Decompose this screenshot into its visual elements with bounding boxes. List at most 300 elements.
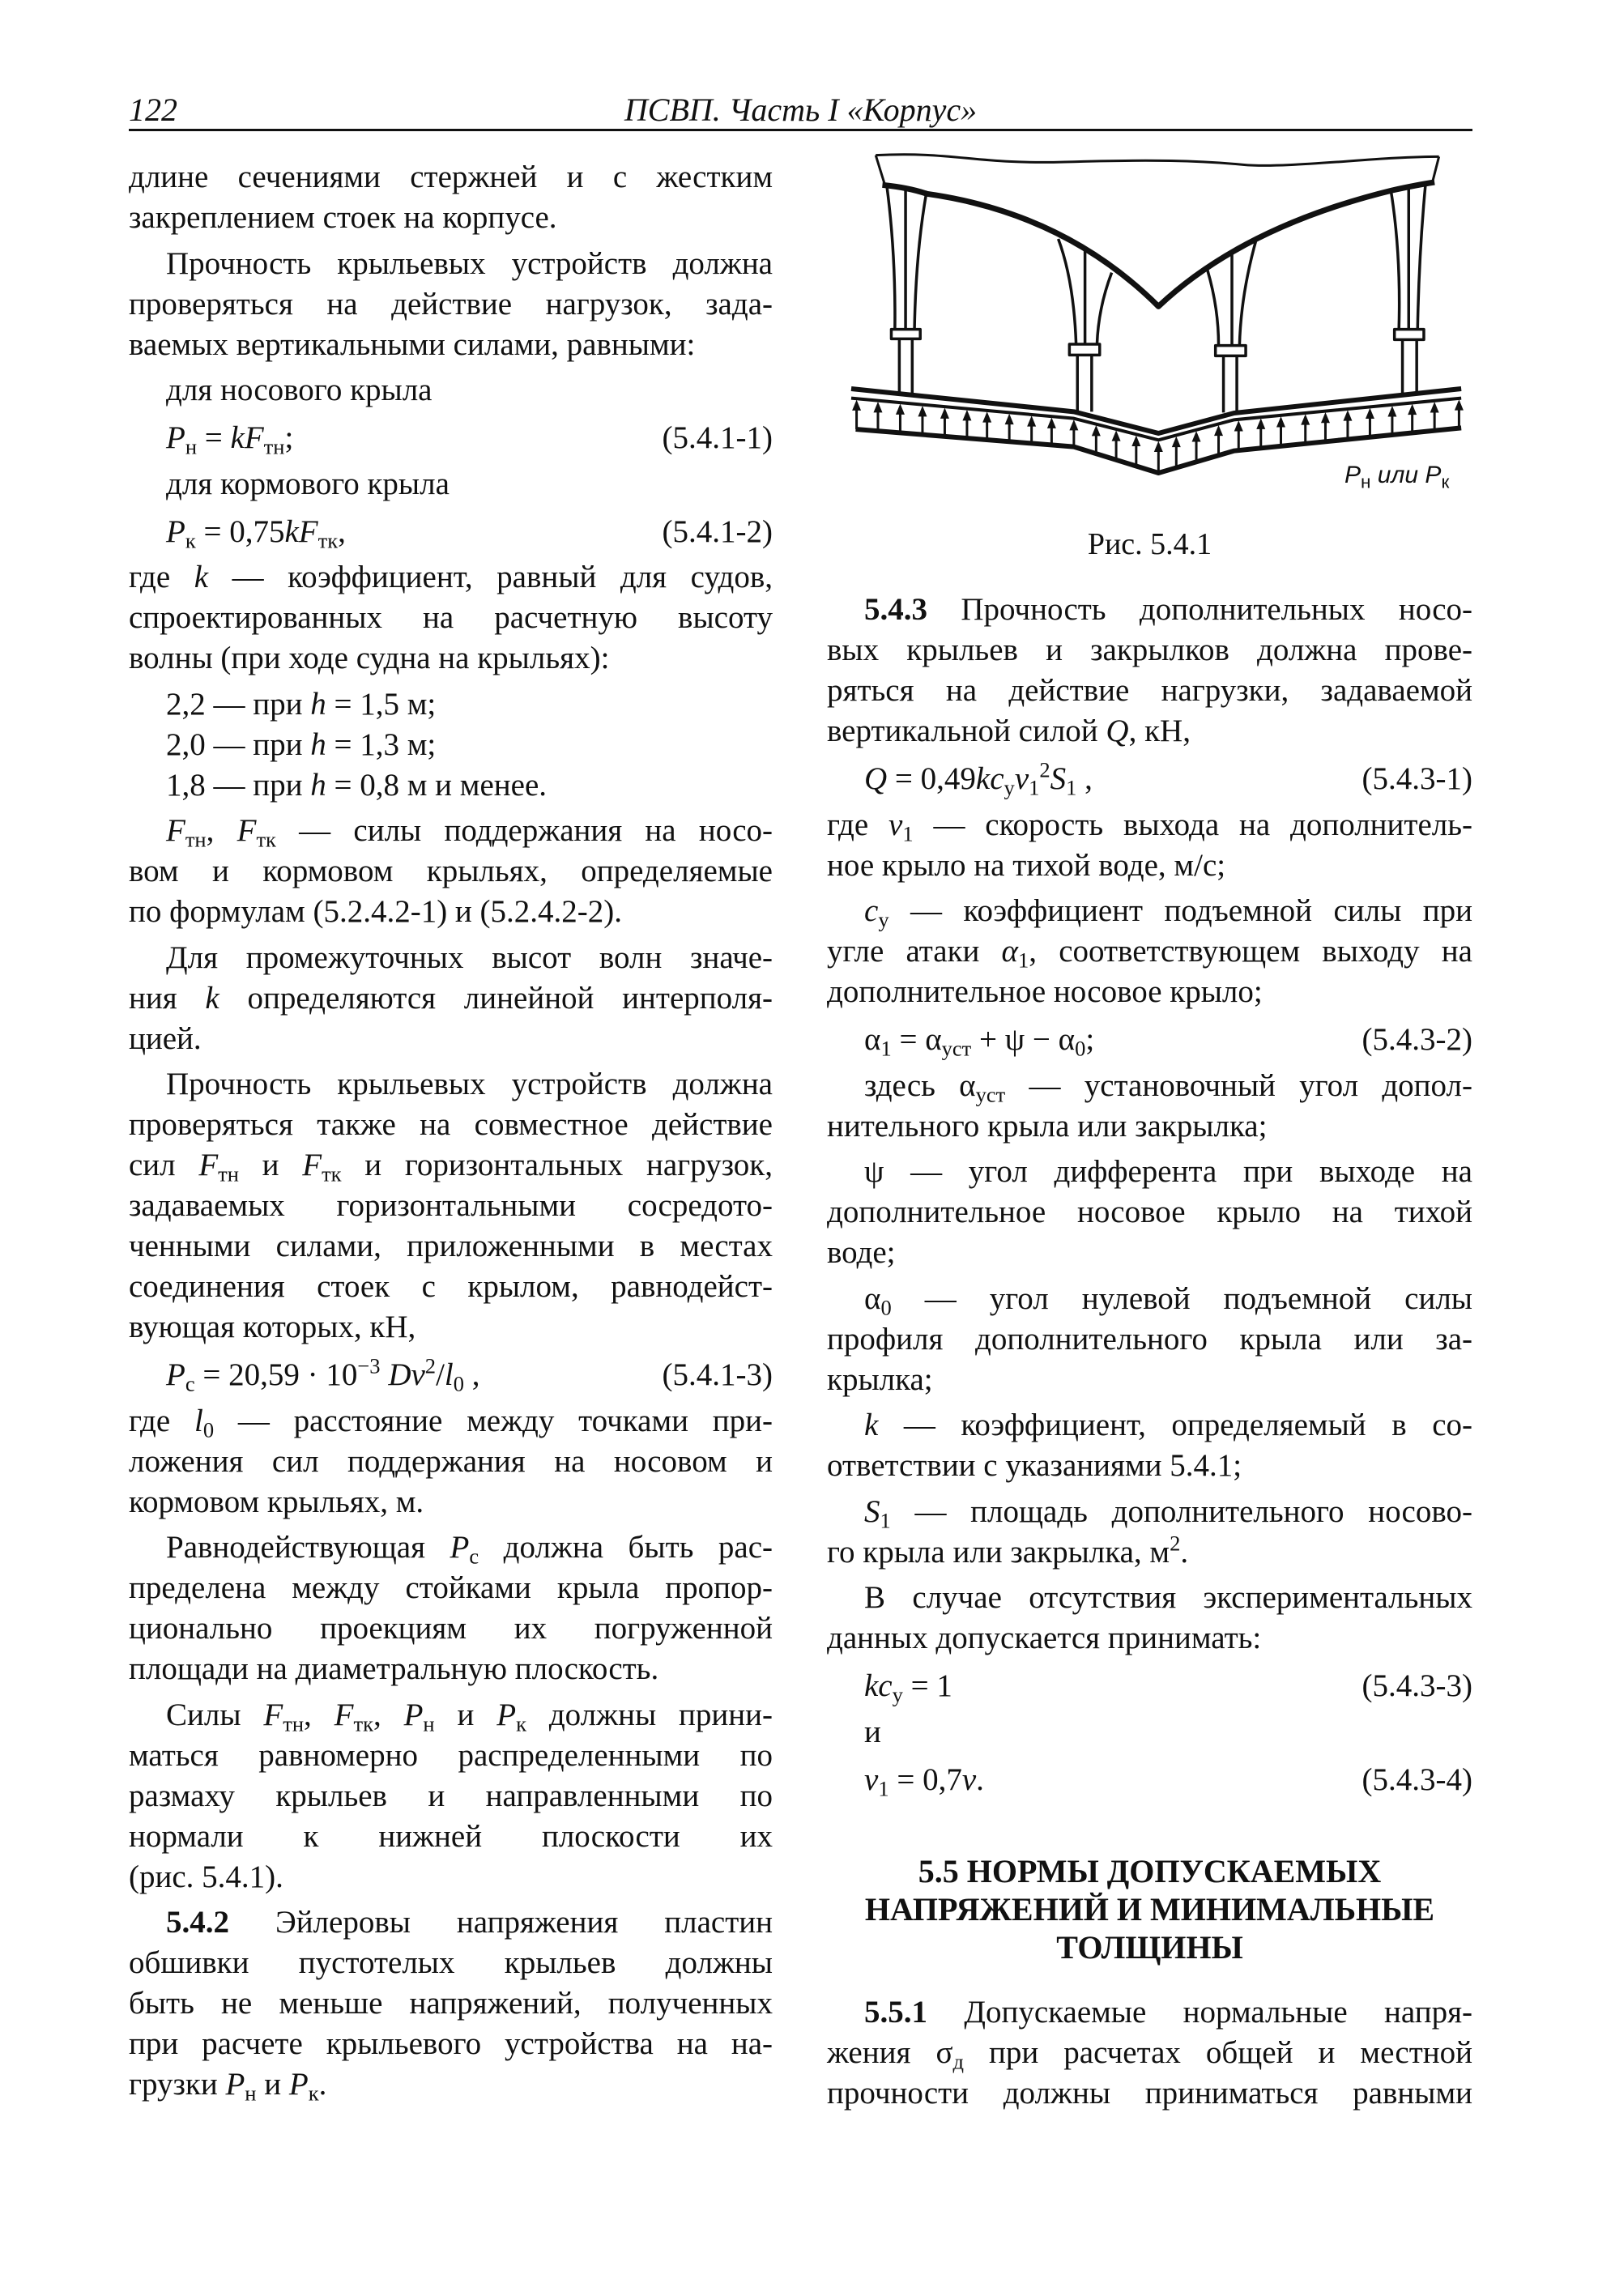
load-arrow-head	[1027, 415, 1036, 426]
math-symbol: h	[310, 686, 326, 722]
load-arrow-head	[1301, 414, 1310, 424]
text-run: задаваемых горизонтальными сосредото-	[129, 1188, 773, 1223]
text-run	[381, 1357, 389, 1392]
formula	[827, 759, 1472, 799]
formula	[129, 512, 773, 552]
paragraph	[129, 1695, 773, 1898]
subscript: тн	[185, 827, 207, 852]
text-line	[129, 1983, 773, 2024]
math-symbol: P	[450, 1530, 470, 1565]
math-symbol: P	[166, 420, 185, 455]
text-line	[827, 1578, 1472, 1618]
figure-5-4-1-hydrofoil-diagram	[842, 146, 1523, 567]
text-run: кормовом крыльях, м.	[129, 1484, 424, 1519]
text-run: размаху крыльев и направленными по	[129, 1778, 773, 1813]
formula-number: (5.4.3-3)	[1361, 1668, 1472, 1703]
text-line	[129, 811, 773, 851]
load-arrow-head	[1366, 408, 1374, 419]
text-run: быть не меньше напряжений, полученных	[129, 1986, 773, 2021]
text-run: Эйлеровы напряжения пластин	[229, 1905, 773, 1940]
text-run: = α	[891, 1022, 942, 1057]
text-run: определяются линейной интерполя-	[219, 980, 773, 1016]
text-run: ;	[284, 420, 294, 455]
text-run: ,	[464, 1357, 480, 1392]
text-run: — расстояние между точками при-	[214, 1403, 773, 1438]
figure-caption: Рис. 5.4.1	[1087, 527, 1212, 561]
text-run: = 0,75	[195, 513, 285, 549]
text-run: α	[864, 1022, 881, 1057]
text-run: Прочность крыльевых устройств должна	[166, 1067, 773, 1101]
left-column	[129, 157, 773, 2105]
text-line	[129, 244, 773, 284]
text-run: .	[318, 2067, 327, 2102]
text-run: 2,0 — при	[166, 726, 311, 762]
paragraph	[827, 1152, 1472, 1273]
label-p1: P	[1344, 462, 1361, 488]
text-run: для носового крыла	[166, 373, 433, 407]
text-run: 1,8 — при	[166, 767, 311, 803]
text-line	[827, 1712, 1472, 1753]
text-run: ,	[206, 813, 237, 848]
subscript: 1	[880, 1507, 891, 1532]
text-run: должны прини-	[526, 1697, 773, 1732]
load-arrow-head	[918, 406, 927, 416]
text-run: вых крыльев и закрылков должна прове-	[827, 633, 1472, 667]
math-symbol: P	[496, 1697, 517, 1732]
subscript: н	[423, 1710, 435, 1736]
list-lines	[827, 1712, 1472, 1753]
math-symbol: kc	[975, 761, 1004, 796]
load-arrow-head	[1455, 399, 1464, 410]
text-line	[827, 931, 1472, 972]
label-sub2: к	[1441, 471, 1450, 492]
load-arrow-head	[1321, 412, 1330, 423]
superscript: −3	[357, 1353, 381, 1378]
math-symbol: kF	[230, 420, 264, 455]
subscript: тн	[283, 1710, 305, 1736]
text-run: вом и кормовом крыльях, определяемые	[129, 854, 773, 888]
superscript: 2	[1170, 1530, 1181, 1555]
text-line	[129, 198, 773, 238]
subscript: y	[1004, 775, 1015, 800]
text-line	[129, 978, 773, 1019]
text-run: — коэффициент подъемной силы при	[888, 893, 1472, 928]
text-run: 5.5 НОРМЫ ДОПУСКАЕМЫХ	[918, 1852, 1382, 1889]
math-symbol: kF	[284, 513, 318, 549]
math-symbol: Dv	[388, 1357, 425, 1392]
math-symbol: F	[198, 1148, 219, 1182]
text-line	[129, 638, 773, 679]
load-arrow-head	[1214, 425, 1223, 436]
math-symbol: F	[166, 813, 185, 848]
text-run: угле атаки	[827, 934, 1002, 969]
math-symbol: h	[310, 767, 326, 803]
text-run: и горизонтальных нагрузок,	[341, 1148, 773, 1182]
text-run: НАПРЯЖЕНИЙ И МИНИМАЛЬНЫЕ	[864, 1890, 1435, 1928]
formula	[129, 1355, 773, 1395]
load-arrow-head	[940, 408, 949, 419]
text-line	[129, 1186, 773, 1226]
text-run: /	[436, 1357, 445, 1392]
section-number: 5.4.3	[864, 592, 927, 627]
math-symbol: l	[194, 1403, 203, 1438]
text-run: здесь α	[864, 1067, 976, 1103]
text-run: маться равномерно распределенными по	[129, 1737, 773, 1773]
formula-expression	[864, 1760, 984, 1800]
text-line	[827, 805, 1472, 846]
formula-number: (5.4.1-3)	[662, 1357, 773, 1392]
load-arrow-head	[1234, 420, 1243, 431]
text-run: В случае отсутствия экспериментальных	[864, 1580, 1472, 1615]
text-run: =	[197, 420, 231, 455]
text-run: ,	[304, 1697, 335, 1732]
load-arrow-head	[1256, 419, 1265, 429]
right-column	[827, 590, 1472, 2114]
text-run: ченными силами, приложенными в местах	[129, 1229, 773, 1263]
math-symbol: kc	[864, 1668, 893, 1703]
text-line	[827, 1192, 1472, 1233]
math-symbol: α	[1001, 934, 1019, 969]
load-arrow-head	[873, 402, 882, 412]
text-run: ,	[1076, 761, 1093, 796]
text-run: = 0,7	[888, 1761, 962, 1797]
paragraph	[827, 1578, 1472, 1659]
load-arrow-head	[1192, 431, 1201, 441]
subscript: 0	[202, 1416, 215, 1442]
superscript: 2	[424, 1353, 437, 1378]
load-arrow-head	[896, 404, 905, 415]
text-run: ψ — угол дифферента при выходе на	[864, 1154, 1472, 1189]
text-run: волны (при ходе судна на крыльях):	[129, 641, 610, 675]
subscript: тк	[322, 1161, 342, 1186]
load-arrow-head	[962, 410, 971, 420]
text-run: закреплением стоек на корпусе.	[129, 200, 557, 235]
text-run: + ψ − α	[971, 1022, 1076, 1057]
paragraph	[827, 1405, 1472, 1486]
text-line	[827, 1279, 1472, 1319]
subscript: y	[878, 907, 889, 932]
struts	[887, 183, 1425, 412]
math-symbol: P	[403, 1697, 424, 1732]
text-run: для кормового крыла	[166, 466, 450, 501]
text-line	[129, 1401, 773, 1442]
text-run: ;	[1085, 1022, 1095, 1057]
paragraph	[129, 938, 773, 1059]
text-line	[827, 1618, 1472, 1659]
subscript: тн	[263, 434, 285, 459]
text-run: — угол нулевой подъемной силы	[891, 1280, 1472, 1316]
text-line	[827, 1152, 1472, 1192]
math-symbol: k	[194, 560, 209, 594]
text-run: и	[864, 1714, 881, 1749]
text-line	[827, 891, 1472, 931]
formula	[827, 1666, 1472, 1706]
text-run: профиля дополнительного крыла или за-	[827, 1321, 1472, 1357]
math-symbol: P	[288, 2067, 309, 2102]
hull-bottom	[882, 182, 1434, 306]
text-run: где	[827, 807, 889, 842]
text-line	[827, 590, 1472, 630]
text-line	[129, 1608, 773, 1649]
text-line	[827, 1106, 1472, 1147]
text-line	[129, 684, 773, 725]
load-arrow-head	[1069, 420, 1078, 430]
text-line	[129, 1482, 773, 1523]
text-run: где	[129, 560, 194, 594]
text-run: = 0,49	[887, 761, 976, 796]
math-symbol: h	[310, 726, 326, 762]
text-run: жения σ	[827, 2034, 953, 2070]
math-symbol: v	[888, 807, 903, 842]
subscript: к	[308, 2081, 319, 2106]
math-symbol: P	[225, 2067, 245, 2102]
text-run: сил	[129, 1148, 199, 1182]
text-run: нительного крыла или закрылка;	[827, 1108, 1268, 1144]
subscript: y	[892, 1682, 903, 1707]
load-arrow-head	[1005, 414, 1014, 424]
formula-expression	[864, 1020, 1094, 1060]
subscript: н	[245, 2081, 257, 2106]
subscript: 1	[880, 1036, 892, 1061]
text-run: — площадь дополнительного носово-	[890, 1493, 1472, 1529]
text-line	[129, 598, 773, 638]
text-line	[129, 851, 773, 892]
load-arrow-head	[1112, 430, 1121, 441]
text-run: проверяться на действие нагрузок, зада-	[129, 286, 773, 322]
paragraph	[827, 1992, 1472, 2114]
math-symbol: c	[864, 893, 879, 928]
subscript: тк	[256, 827, 276, 852]
math-symbol: F	[237, 813, 257, 848]
paragraph	[827, 1492, 1472, 1573]
math-symbol: k	[864, 1408, 879, 1442]
text-line	[129, 1649, 773, 1689]
formula-number: (5.4.3-4)	[1361, 1761, 1472, 1797]
paragraph	[129, 811, 773, 932]
text-line	[129, 1267, 773, 1307]
formula	[129, 418, 773, 458]
text-line	[129, 557, 773, 598]
text-run: Силы	[166, 1697, 264, 1732]
load-arrow-head	[1343, 410, 1352, 420]
formula-number: (5.4.3-1)	[1361, 761, 1472, 796]
text-line	[129, 325, 773, 365]
text-run: , кН,	[1128, 714, 1191, 748]
text-run: Равнодействующая	[166, 1530, 450, 1565]
text-run: = 1	[902, 1668, 952, 1703]
text-line	[827, 1066, 1472, 1106]
math-symbol: l	[444, 1357, 454, 1392]
text-run: пределена между стойками крыла пропор-	[129, 1570, 773, 1605]
load-arrow-head	[1387, 406, 1396, 416]
paragraph	[827, 1066, 1472, 1147]
subscript: 1	[1066, 775, 1077, 800]
label-p2: P	[1425, 462, 1442, 488]
text-run: — коэффициент, определяемый в со-	[878, 1408, 1472, 1442]
math-symbol: v	[864, 1761, 879, 1797]
text-line	[129, 1307, 773, 1348]
subscript: к	[516, 1710, 526, 1736]
text-line	[827, 1360, 1472, 1400]
text-run: .	[976, 1761, 984, 1797]
math-symbol: k	[205, 980, 219, 1016]
text-run: ,	[373, 1697, 404, 1732]
text-run: длине сечениями стержней и с жестким	[129, 160, 773, 194]
text-run: грузки	[129, 2067, 226, 2102]
list-lines	[129, 684, 773, 806]
text-line	[129, 1568, 773, 1608]
text-line	[129, 1226, 773, 1267]
text-run: ваемых вертикальными силами, равными:	[129, 326, 696, 362]
text-line	[129, 1817, 773, 1857]
text-run: цией.	[129, 1020, 202, 1056]
text-line	[827, 2073, 1472, 2114]
text-run: — скорость выхода на дополнитель-	[913, 807, 1472, 842]
text-line	[129, 1527, 773, 1568]
text-run: должна быть рас-	[479, 1530, 773, 1565]
math-symbol: S	[1050, 761, 1067, 796]
text-run: спроектированных на расчетную высоту	[129, 600, 773, 635]
text-line	[827, 1890, 1472, 1928]
text-line	[129, 1695, 773, 1736]
label-sub1: н	[1361, 471, 1371, 492]
text-run: ционально проекциям их погруженной	[129, 1611, 773, 1646]
text-run: вующая которых, кН,	[129, 1310, 416, 1344]
text-run: и	[256, 2067, 289, 2102]
text-run: воде;	[827, 1235, 896, 1270]
text-line	[827, 1852, 1472, 1890]
section-number: 5.5.1	[864, 1994, 927, 2030]
label-mid: или	[1370, 462, 1425, 488]
text-line	[827, 1446, 1472, 1486]
formula-expression	[166, 1355, 480, 1395]
text-line	[827, 1405, 1472, 1446]
text-run: Прочность дополнительных носо-	[927, 592, 1472, 627]
text-run: Прочность крыльевых устройств должна	[166, 245, 773, 281]
subscript: 0	[880, 1294, 892, 1319]
text-run: = 20,59 · 10	[194, 1357, 358, 1392]
text-run: вертикальной силой	[827, 714, 1106, 748]
text-line	[827, 630, 1472, 671]
math-symbol: v	[1014, 761, 1029, 796]
text-line	[827, 846, 1472, 886]
text-run: дополнительное носовое крыло;	[827, 974, 1263, 1009]
subscript: д	[952, 2048, 964, 2073]
text-line	[827, 1992, 1472, 2033]
math-symbol: F	[263, 1697, 283, 1732]
text-line	[129, 1857, 773, 1898]
text-run: , соответствующем выходу на	[1029, 934, 1472, 969]
text-line	[129, 2064, 773, 2105]
text-line	[827, 1319, 1472, 1360]
subscript: с	[469, 1544, 479, 1569]
text-run: = 1,3 м;	[326, 726, 437, 762]
load-arrow-head	[1408, 404, 1417, 415]
paragraph	[129, 157, 773, 238]
hull-outline	[876, 155, 1438, 185]
load-arrow-head	[1430, 402, 1439, 412]
text-run: дополнительное носовое крыло на тихой	[827, 1195, 1472, 1229]
text-run: ное крыло на тихой воде, м/с;	[827, 847, 1226, 883]
paragraph	[827, 805, 1472, 886]
text-line	[827, 711, 1472, 752]
text-line	[129, 725, 773, 765]
subscript: уст	[975, 1081, 1006, 1106]
text-line	[129, 464, 773, 505]
text-run: ряться на действие нагрузки, задаваемой	[827, 673, 1472, 708]
load-arrow-head	[982, 411, 991, 422]
text-run: — коэффициент, равный для судов,	[208, 560, 773, 594]
text-line	[827, 671, 1472, 711]
text-line	[129, 1105, 773, 1145]
text-line	[827, 2033, 1472, 2073]
text-run: — силы поддержания на носо-	[275, 813, 773, 848]
subscript: 1	[1029, 775, 1040, 800]
paragraph	[827, 590, 1472, 752]
text-run: 2,2 — при	[166, 686, 311, 722]
math-symbol: F	[334, 1697, 354, 1732]
text-line	[827, 1233, 1472, 1273]
subscript: 0	[1075, 1036, 1086, 1061]
formula-expression	[166, 512, 346, 552]
load-arrow-head	[1047, 418, 1056, 428]
text-run: ложения сил поддержания на носовом и	[129, 1443, 773, 1479]
formula-expression	[864, 1666, 952, 1706]
subscript: к	[185, 527, 196, 552]
math-symbol: F	[302, 1148, 322, 1182]
text-line	[129, 1736, 773, 1776]
text-run: = 0,8 м и менее.	[326, 767, 548, 803]
text-run: где	[129, 1403, 194, 1438]
text-line	[827, 1532, 1472, 1573]
text-run: прочности должны приниматься равными	[827, 2075, 1472, 2111]
section-heading	[827, 1852, 1472, 1966]
subscript: уст	[941, 1036, 972, 1061]
text-line	[827, 972, 1472, 1012]
paragraph	[827, 891, 1472, 1012]
text-run: — установочный угол допол-	[1005, 1067, 1472, 1103]
text-run: при расчете крыльевого устройства на на-	[129, 2026, 773, 2061]
formula-expression	[864, 759, 1093, 799]
page-number: 122	[129, 92, 177, 128]
text-run: обшивки пустотелых крыльев должны	[129, 1945, 773, 1980]
text-line	[129, 765, 773, 806]
formula	[827, 1020, 1472, 1060]
subscript: тк	[317, 527, 339, 552]
math-symbol: Q	[864, 761, 888, 796]
math-symbol: Q	[1106, 714, 1129, 748]
load-arrow-head	[1154, 441, 1163, 452]
text-run: и	[238, 1148, 303, 1182]
text-run: ТОЛЩИНЫ	[1056, 1928, 1243, 1966]
text-run: ответствии с указаниями 5.4.1;	[827, 1448, 1242, 1483]
text-run: крылка;	[827, 1361, 933, 1397]
paragraph	[129, 1527, 773, 1689]
text-line	[129, 1019, 773, 1059]
text-line	[827, 1492, 1472, 1532]
math-symbol: P	[166, 513, 185, 549]
paragraph	[827, 1279, 1472, 1400]
text-line	[827, 1928, 1472, 1966]
formula	[827, 1760, 1472, 1800]
running-title: ПСВП. Часть I «Корпус»	[624, 92, 978, 128]
text-run: Допускаемые нормальные напря-	[927, 1994, 1472, 2030]
text-line	[129, 1943, 773, 1983]
text-run: данных допускается принимать:	[827, 1621, 1262, 1655]
text-line	[129, 157, 773, 198]
text-run: .	[1180, 1534, 1189, 1570]
paragraph	[129, 1401, 773, 1523]
